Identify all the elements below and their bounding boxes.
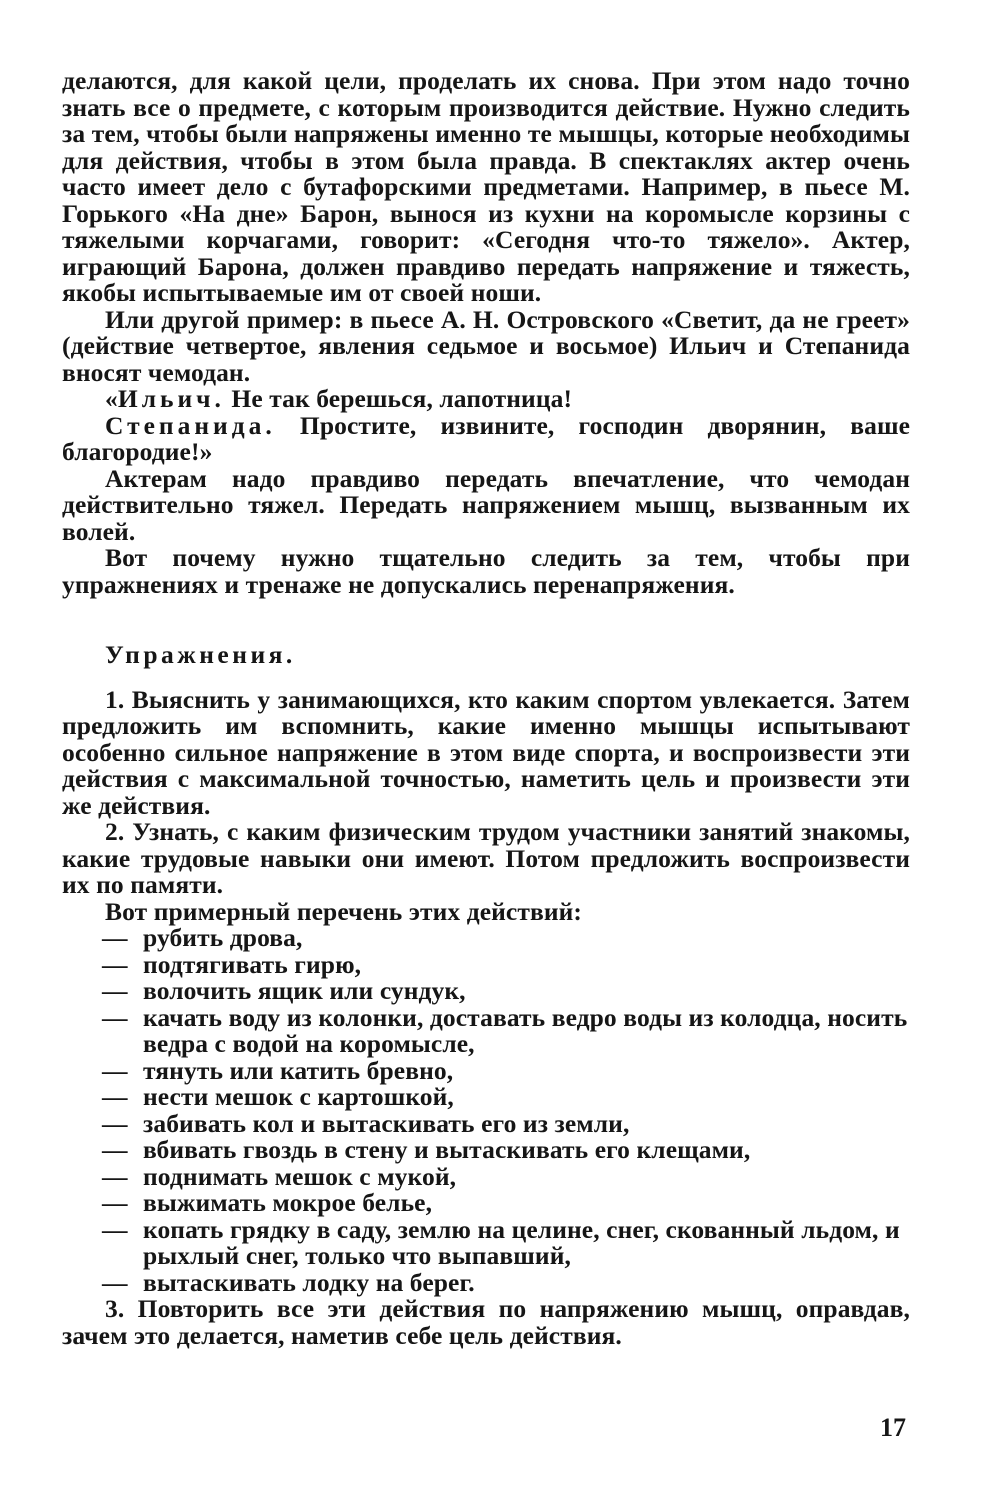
page-number: 17 [880, 1413, 906, 1442]
dialogue-text: Простите, извините, господин дворянин, ваше благородие!» [62, 410, 910, 466]
list-item: — поднимать мешок с мукой, [102, 1161, 457, 1191]
list-item: — вытаскивать лодку на берег. [102, 1267, 475, 1297]
paragraph: делаются, для какой цели, проделать их снова. При этом надо точно знать все о предмете, с которым производится действие. Нужно следить за тем, чтобы были напряжены именно те мышцы, которые необходимы для действия, чтобы в этом была правда. В спектаклях актер очень часто имеет дело с бутафорскими предметами. Например, в пьесе М. Горького «На дне» Барон, вынося из кухни на коромысле корзины с тяжелыми корчагами, говорит: «Сегодня что-то тяжело». Актер, играющий Барона, должен правдиво передать напряжение и тяжесть, якобы испытываемые им от своей ноши. [62, 66, 910, 307]
dash-icon: — [102, 1082, 128, 1111]
list-item: — волочить ящик или сундук, [102, 976, 466, 1005]
list-item: — забивать кол и вытаскивать его из земли, [102, 1108, 630, 1138]
exercise-3: 3. Повторить все эти действия по напряжению мышц, оправдав, зачем это делается, наметив себе цель действия. [62, 1294, 910, 1350]
list-item: — качать воду из колонки, доставать ведро воды из колодца, носить ведра с водой на коромысле, [102, 1002, 908, 1058]
dialogue-text: Не так берешься, лапотница! [224, 384, 573, 413]
dash-icon: — [102, 976, 128, 1005]
page-body [62, 68, 910, 1349]
dash-icon: — [102, 1188, 128, 1217]
exercise-2: 2. Узнать, с каким физическим трудом участники занятий знакомы, какие трудовые навыки они имеют. Потом предложить воспроизвести их по памяти. [62, 817, 910, 899]
dash-icon: — [102, 949, 128, 979]
paragraph: Или другой пример: в пьесе А. Н. Островского «Светит, да не греет» (действие четвертое, явления седьмое и восьмое) Ильич и Степанида вносят чемодан. [62, 304, 910, 387]
dialogue-line [62, 410, 910, 466]
list-item: — подтягивать гирю, [102, 949, 362, 979]
list-item: — нести мешок с картошкой, [102, 1082, 454, 1111]
dash-icon: — [102, 1214, 128, 1244]
list-item: — вбивать гвоздь в стену и вытаскивать его клещами, [102, 1135, 751, 1164]
dash-icon: — [102, 923, 128, 952]
dash-icon: — [102, 1135, 128, 1164]
speaker-name: Ильич. [117, 384, 225, 413]
dash-icon: — [102, 1267, 128, 1297]
list-item: — рубить дрова, [102, 923, 303, 952]
quote-mark: « [105, 384, 118, 413]
dialogue-line [62, 386, 910, 413]
paragraph: Актерам надо правдиво передать впечатление, что чемодан действительно тяжел. Передать напряжением мышц, вызванным их волей. [62, 463, 910, 546]
dash-icon: — [102, 1002, 128, 1032]
speaker-name: Степанида. [105, 410, 276, 440]
list-item: — выжимать мокрое белье, [102, 1188, 433, 1217]
dash-icon: — [102, 1161, 128, 1191]
list-intro: Вот примерный перечень этих действий: [105, 896, 583, 926]
paragraph: Вот почему нужно тщательно следить за тем, чтобы при упражнениях и тренаже не допускались перенапряжения. [62, 543, 910, 599]
dash-icon: — [102, 1108, 128, 1138]
section-heading: Упражнения. [105, 640, 296, 669]
list-item: — тянуть или катить бревно, [102, 1055, 454, 1085]
list-item: — копать грядку в саду, землю на целине, снег, скованный льдом, и рыхлый снег, только что выпавший, [102, 1214, 900, 1270]
actions-list [62, 925, 910, 1296]
exercise-1: 1. Выяснить у занимающихся, кто каким спортом увлекается. Затем предложить им вспомнить, какие именно мышцы испытывают особенно сильное напряжение в этом виде спорта, и воспроизвести эти действия с максимальной точностью, наметить цель и произвести эти же действия. [62, 684, 910, 820]
dash-icon: — [102, 1055, 128, 1085]
